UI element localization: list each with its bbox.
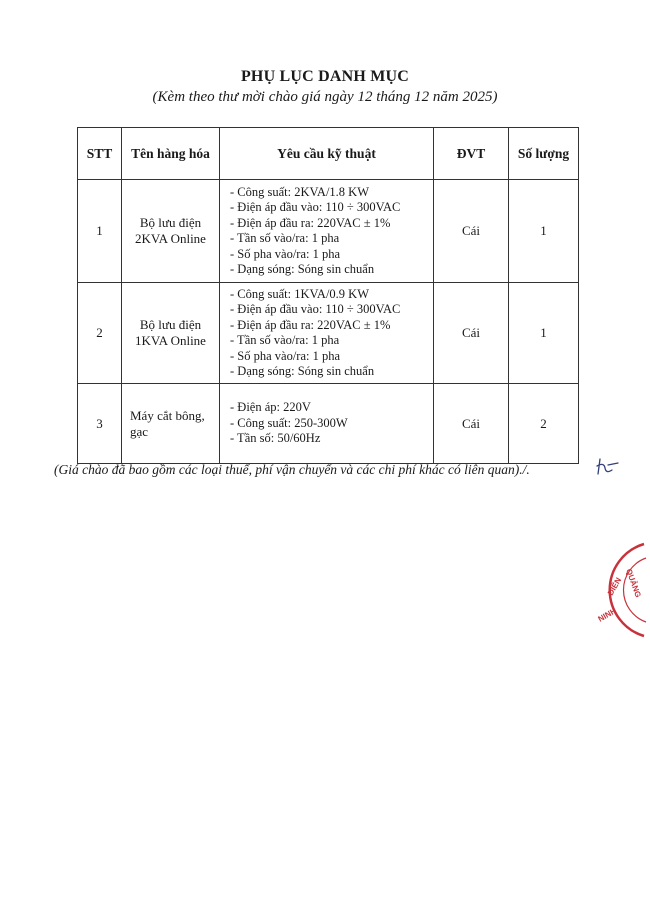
row-specs xyxy=(220,384,434,464)
row-stt: 1 xyxy=(78,180,122,283)
spec-line: - Tần số vào/ra: 1 pha xyxy=(230,231,340,245)
document-title: PHỤ LỤC DANH MỤC xyxy=(240,68,410,85)
header-stt: STT xyxy=(78,128,122,180)
handwritten-initial-icon xyxy=(592,456,622,478)
table-header-row xyxy=(78,128,579,180)
header-technical-requirements: Yêu cầu kỹ thuật xyxy=(220,128,434,180)
item-name-line: gạc xyxy=(130,423,149,439)
row-stt: 3 xyxy=(78,384,122,464)
spec-line: - Điện áp đầu vào: 110 ÷ 300VAC xyxy=(230,200,401,214)
row-item-name xyxy=(122,384,220,464)
spec-line: - Dạng sóng: Sóng sin chuẩn xyxy=(230,262,375,276)
table-row xyxy=(78,180,579,283)
spec-line: - Công suất: 2KVA/1.8 KW xyxy=(230,184,370,199)
row-specs xyxy=(220,180,434,283)
spec-line: - Điện áp: 220V xyxy=(230,400,311,415)
spec-line: - Điện áp đầu ra: 220VAC ± 1% xyxy=(230,317,391,332)
row-quantity: 1 xyxy=(509,180,579,283)
header-unit: ĐVT xyxy=(434,128,509,180)
row-item-name xyxy=(122,283,220,384)
spec-line: - Tần số vào/ra: 1 pha xyxy=(230,333,340,347)
svg-text:QUẢNG: QUẢNG xyxy=(624,567,643,599)
item-name-line: 2KVA Online xyxy=(135,231,206,246)
document-subtitle: (Kèm theo thư mời chào giá ngày 12 tháng 12 năm 2025) xyxy=(152,89,498,105)
table-row xyxy=(78,384,579,464)
header-item-name: Tên hàng hóa xyxy=(122,128,220,180)
price-note: (Giá chào đã bao gồm các loại thuế, phí vận chuyển và các chi phí khác có liên quan)./. xyxy=(54,462,530,477)
row-stt: 2 xyxy=(78,283,122,384)
row-specs xyxy=(220,283,434,384)
row-item-name xyxy=(122,180,220,283)
row-unit: Cái xyxy=(434,384,509,464)
spec-line: - Điện áp đầu ra: 220VAC ± 1% xyxy=(230,215,391,230)
item-name-line: Máy cắt bông, xyxy=(130,407,205,423)
spec-line: - Tần số: 50/60Hz xyxy=(230,431,321,446)
item-name-line: 1KVA Online xyxy=(135,333,206,348)
svg-text:NINH: NINH xyxy=(596,606,618,624)
spec-line: - Dạng sóng: Sóng sin chuẩn xyxy=(230,364,375,378)
table-row xyxy=(78,283,579,384)
spec-line: - Số pha vào/ra: 1 pha xyxy=(230,348,341,363)
row-quantity: 1 xyxy=(509,283,579,384)
spec-line: - Công suất: 250-300W xyxy=(230,415,348,430)
spec-line: - Công suất: 1KVA/0.9 KW xyxy=(230,286,370,301)
item-name-line: Bộ lưu điện xyxy=(139,215,202,230)
items-table xyxy=(77,127,579,464)
spec-line: - Điện áp đầu vào: 110 ÷ 300VAC xyxy=(230,302,401,316)
row-unit: Cái xyxy=(434,180,509,283)
item-name-line: Bộ lưu điện xyxy=(139,317,202,332)
svg-text:ĐIỂN: ĐIỂN xyxy=(605,575,624,597)
header-quantity: Số lượng xyxy=(509,128,579,180)
row-unit: Cái xyxy=(434,283,509,384)
spec-line: - Số pha vào/ra: 1 pha xyxy=(230,246,341,261)
red-stamp-seal-icon xyxy=(582,540,650,640)
row-quantity: 2 xyxy=(509,384,579,464)
